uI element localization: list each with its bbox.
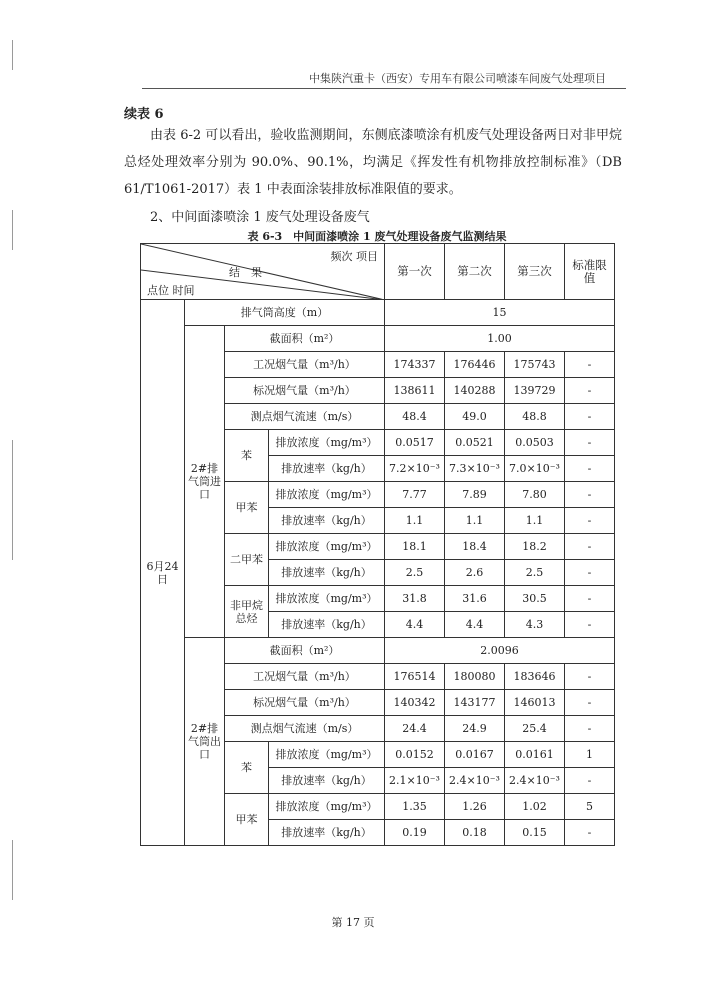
- diagonal-header-cell: [141, 244, 385, 300]
- monitoring-table: [140, 243, 615, 846]
- pollutant-name: 甲苯: [225, 482, 269, 534]
- cell-second: 24.9: [445, 716, 505, 742]
- cell-first: 140342: [385, 690, 445, 716]
- cell-third: 146013: [505, 690, 565, 716]
- cell-third: 0.0161: [505, 742, 565, 768]
- header-frequency-item: 频次 项目: [330, 250, 378, 263]
- cell-second: 7.89: [445, 482, 505, 508]
- cell-first: 7.77: [385, 482, 445, 508]
- cell-third: 48.8: [505, 404, 565, 430]
- cell-limit: -: [565, 508, 615, 534]
- cell-second: 49.0: [445, 404, 505, 430]
- row-label: 工况烟气量（m³/h）: [225, 664, 385, 690]
- metric-label: 排放速率（kg/h）: [269, 508, 385, 534]
- metric-label: 排放速率（kg/h）: [269, 820, 385, 846]
- cell-first: 1.1: [385, 508, 445, 534]
- cell-limit: -: [565, 534, 615, 560]
- cell-first: 4.4: [385, 612, 445, 638]
- cell-third: 139729: [505, 378, 565, 404]
- row-label: 工况烟气量（m³/h）: [225, 352, 385, 378]
- section-subheading: 2、中间面漆喷涂 1 废气处理设备废气: [150, 210, 370, 225]
- table-header-row: [141, 244, 615, 300]
- cell-limit: -: [565, 352, 615, 378]
- cell-limit: -: [565, 664, 615, 690]
- cell-first: 2.1×10⁻³: [385, 768, 445, 794]
- cell-third: 30.5: [505, 586, 565, 612]
- cell-third: 4.3: [505, 612, 565, 638]
- continued-label: 续表 6: [124, 107, 164, 122]
- cell-second: 0.0521: [445, 430, 505, 456]
- cell-limit: 1: [565, 742, 615, 768]
- cell-limit: -: [565, 404, 615, 430]
- date-cell: 6月24日: [141, 300, 185, 846]
- cell-first: 18.1: [385, 534, 445, 560]
- cell-limit: -: [565, 768, 615, 794]
- cell-first: 0.0152: [385, 742, 445, 768]
- cell-first: 0.19: [385, 820, 445, 846]
- cell-first: 2.5: [385, 560, 445, 586]
- metric-label: 排放浓度（mg/m³）: [269, 586, 385, 612]
- cell-second: 176446: [445, 352, 505, 378]
- cell-first: 138611: [385, 378, 445, 404]
- metric-label: 排放浓度（mg/m³）: [269, 430, 385, 456]
- metric-label: 排放速率（kg/h）: [269, 456, 385, 482]
- cell-first: 174337: [385, 352, 445, 378]
- cell-second: 4.4: [445, 612, 505, 638]
- cell-second: 18.4: [445, 534, 505, 560]
- cell-third: 7.0×10⁻³: [505, 456, 565, 482]
- metric-label: 排放速率（kg/h）: [269, 768, 385, 794]
- cell-first: 24.4: [385, 716, 445, 742]
- cell-second: 2.6: [445, 560, 505, 586]
- pollutant-name: 甲苯: [225, 794, 269, 846]
- area-value: 2.0096: [385, 638, 615, 664]
- cell-second: 180080: [445, 664, 505, 690]
- col-third: 第三次: [505, 244, 565, 300]
- page-header: 中集陕汽重卡（西安）专用车有限公司喷漆车间废气处理项目: [309, 72, 606, 85]
- header-point-time: 点位 时间: [147, 284, 195, 297]
- binding-mark: [12, 210, 13, 250]
- cell-limit: -: [565, 560, 615, 586]
- metric-label: 排放浓度（mg/m³）: [269, 794, 385, 820]
- cell-third: 2.4×10⁻³: [505, 768, 565, 794]
- cell-third: 25.4: [505, 716, 565, 742]
- metric-label: 排放浓度（mg/m³）: [269, 742, 385, 768]
- cell-limit: -: [565, 716, 615, 742]
- cell-limit: -: [565, 586, 615, 612]
- col-second: 第二次: [445, 244, 505, 300]
- metric-label: 排放速率（kg/h）: [269, 612, 385, 638]
- cell-third: 18.2: [505, 534, 565, 560]
- stack-height-label: 排气筒高度（m）: [185, 300, 385, 326]
- cell-second: 140288: [445, 378, 505, 404]
- cell-first: 176514: [385, 664, 445, 690]
- pollutant-name: 苯: [225, 430, 269, 482]
- cell-second: 0.18: [445, 820, 505, 846]
- cell-third: 2.5: [505, 560, 565, 586]
- cell-third: 183646: [505, 664, 565, 690]
- cell-third: 0.0503: [505, 430, 565, 456]
- cell-second: 2.4×10⁻³: [445, 768, 505, 794]
- binding-mark: [12, 40, 13, 70]
- pollutant-name: 苯: [225, 742, 269, 794]
- cell-second: 1.1: [445, 508, 505, 534]
- col-limit: 标准限值: [565, 244, 615, 300]
- cell-third: 1.1: [505, 508, 565, 534]
- cell-first: 1.35: [385, 794, 445, 820]
- cell-first: 48.4: [385, 404, 445, 430]
- pollutant-name: 非甲烷总烃: [225, 586, 269, 638]
- table-row: [141, 326, 615, 352]
- cell-second: 0.0167: [445, 742, 505, 768]
- outlet-label: 2#排气筒出口: [185, 638, 225, 846]
- row-label: 标况烟气量（m³/h）: [225, 690, 385, 716]
- cell-limit: -: [565, 378, 615, 404]
- cell-first: 7.2×10⁻³: [385, 456, 445, 482]
- cell-limit: -: [565, 612, 615, 638]
- cell-limit: -: [565, 482, 615, 508]
- body-paragraph: 由表 6-2 可以看出，验收监测期间，东侧底漆喷涂有机废气处理设备两日对非甲烷总烃处理效率分别为 90.0%、90.1%，均满足《挥发性有机物排放控制标准》（DB 61/T1061-2017）表 1 中表面涂装排放标准限值的要求。: [124, 128, 622, 197]
- cell-limit: -: [565, 456, 615, 482]
- stack-height-value: 15: [385, 300, 615, 326]
- binding-mark: [12, 840, 13, 900]
- cell-first: 31.8: [385, 586, 445, 612]
- row-label: 标况烟气量（m³/h）: [225, 378, 385, 404]
- cell-second: 31.6: [445, 586, 505, 612]
- cell-third: 7.80: [505, 482, 565, 508]
- cell-second: 7.3×10⁻³: [445, 456, 505, 482]
- header-rule: [142, 88, 626, 89]
- metric-label: 排放浓度（mg/m³）: [269, 482, 385, 508]
- cell-third: 0.15: [505, 820, 565, 846]
- table-row: [141, 638, 615, 664]
- area-label: 截面积（m²）: [225, 326, 385, 352]
- cell-third: 175743: [505, 352, 565, 378]
- row-label: 测点烟气流速（m/s）: [225, 404, 385, 430]
- cell-limit: -: [565, 430, 615, 456]
- cell-first: 0.0517: [385, 430, 445, 456]
- binding-mark: [12, 440, 13, 560]
- col-first: 第一次: [385, 244, 445, 300]
- header-result: 结 果: [229, 266, 262, 279]
- cell-limit: -: [565, 690, 615, 716]
- cell-limit: -: [565, 820, 615, 846]
- row-label: 测点烟气流速（m/s）: [225, 716, 385, 742]
- cell-second: 143177: [445, 690, 505, 716]
- cell-limit: 5: [565, 794, 615, 820]
- table-row: [141, 300, 615, 326]
- inlet-label: 2#排气筒进口: [185, 326, 225, 638]
- metric-label: 排放浓度（mg/m³）: [269, 534, 385, 560]
- table-title: 表 6-3 中间面漆喷涂 1 废气处理设备废气监测结果: [247, 230, 507, 243]
- area-value: 1.00: [385, 326, 615, 352]
- area-label: 截面积（m²）: [225, 638, 385, 664]
- page-number: 第 17 页: [331, 916, 375, 929]
- cell-third: 1.02: [505, 794, 565, 820]
- cell-second: 1.26: [445, 794, 505, 820]
- metric-label: 排放速率（kg/h）: [269, 560, 385, 586]
- pollutant-name: 二甲苯: [225, 534, 269, 586]
